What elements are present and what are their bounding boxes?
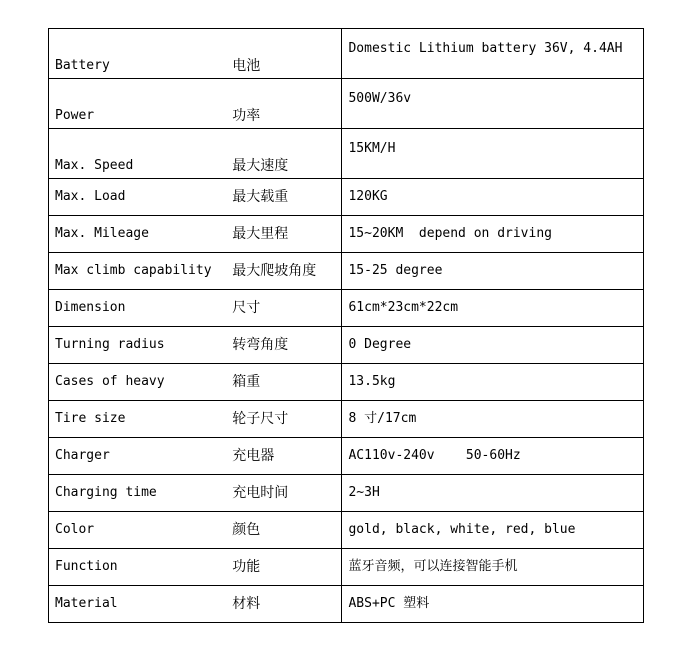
row-label-en: Dimension [49, 290, 227, 327]
row-label-en: Charging time [49, 475, 227, 512]
row-label-zh: 转弯角度 [226, 327, 342, 364]
row-label-zh: 材料 [226, 586, 342, 623]
table-row [49, 129, 644, 179]
row-label-zh: 最大爬坡角度 [226, 253, 342, 290]
row-label-zh: 轮子尺寸 [226, 401, 342, 438]
row-label-zh: 电池 [226, 29, 342, 79]
row-value: 2~3H [342, 475, 644, 512]
row-label-en: Max. Load [49, 179, 227, 216]
row-value: Domestic Lithium battery 36V, 4.4AH [342, 29, 644, 79]
row-label-zh: 颜色 [226, 512, 342, 549]
row-value: 500W/36v [342, 79, 644, 129]
row-value: AC110v-240v 50-60Hz [342, 438, 644, 475]
row-label-en: Max. Mileage [49, 216, 227, 253]
row-label-zh: 功率 [226, 79, 342, 129]
row-value: 蓝牙音频，可以连接智能手机 [342, 549, 644, 586]
table-row [49, 29, 644, 79]
row-label-en: Function [49, 549, 227, 586]
row-value: 13.5kg [342, 364, 644, 401]
row-label-en: Tire size [49, 401, 227, 438]
row-label-en: Cases of heavy [49, 364, 227, 401]
row-value: 0 Degree [342, 327, 644, 364]
table-row [49, 512, 644, 549]
row-label-zh: 最大载重 [226, 179, 342, 216]
row-label-en: Power [49, 79, 227, 129]
row-label-zh: 充电时间 [226, 475, 342, 512]
row-value: 61cm*23cm*22cm [342, 290, 644, 327]
table-row [49, 401, 644, 438]
row-value: 120KG [342, 179, 644, 216]
spec-table [48, 28, 644, 623]
table-row [49, 216, 644, 253]
table-row [49, 253, 644, 290]
row-label-zh: 充电器 [226, 438, 342, 475]
row-label-en: Turning radius [49, 327, 227, 364]
row-value: gold, black, white, red, blue [342, 512, 644, 549]
row-value: 15-25 degree [342, 253, 644, 290]
row-label-zh: 最大速度 [226, 129, 342, 179]
row-value: ABS+PC 塑料 [342, 586, 644, 623]
table-row [49, 179, 644, 216]
row-label-en: Max climb capability [49, 253, 227, 290]
table-row [49, 290, 644, 327]
table-row [49, 438, 644, 475]
table-row [49, 327, 644, 364]
row-value: 8 寸/17cm [342, 401, 644, 438]
row-label-en: Max. Speed [49, 129, 227, 179]
row-label-zh: 最大里程 [226, 216, 342, 253]
row-label-zh: 功能 [226, 549, 342, 586]
row-label-zh: 箱重 [226, 364, 342, 401]
table-row [49, 79, 644, 129]
row-label-en: Battery [49, 29, 227, 79]
table-row [49, 549, 644, 586]
row-label-en: Color [49, 512, 227, 549]
row-label-zh: 尺寸 [226, 290, 342, 327]
row-value: 15KM/H [342, 129, 644, 179]
table-row [49, 475, 644, 512]
row-label-en: Charger [49, 438, 227, 475]
table-row [49, 586, 644, 623]
row-value: 15~20KM depend on driving [342, 216, 644, 253]
table-row [49, 364, 644, 401]
row-label-en: Material [49, 586, 227, 623]
